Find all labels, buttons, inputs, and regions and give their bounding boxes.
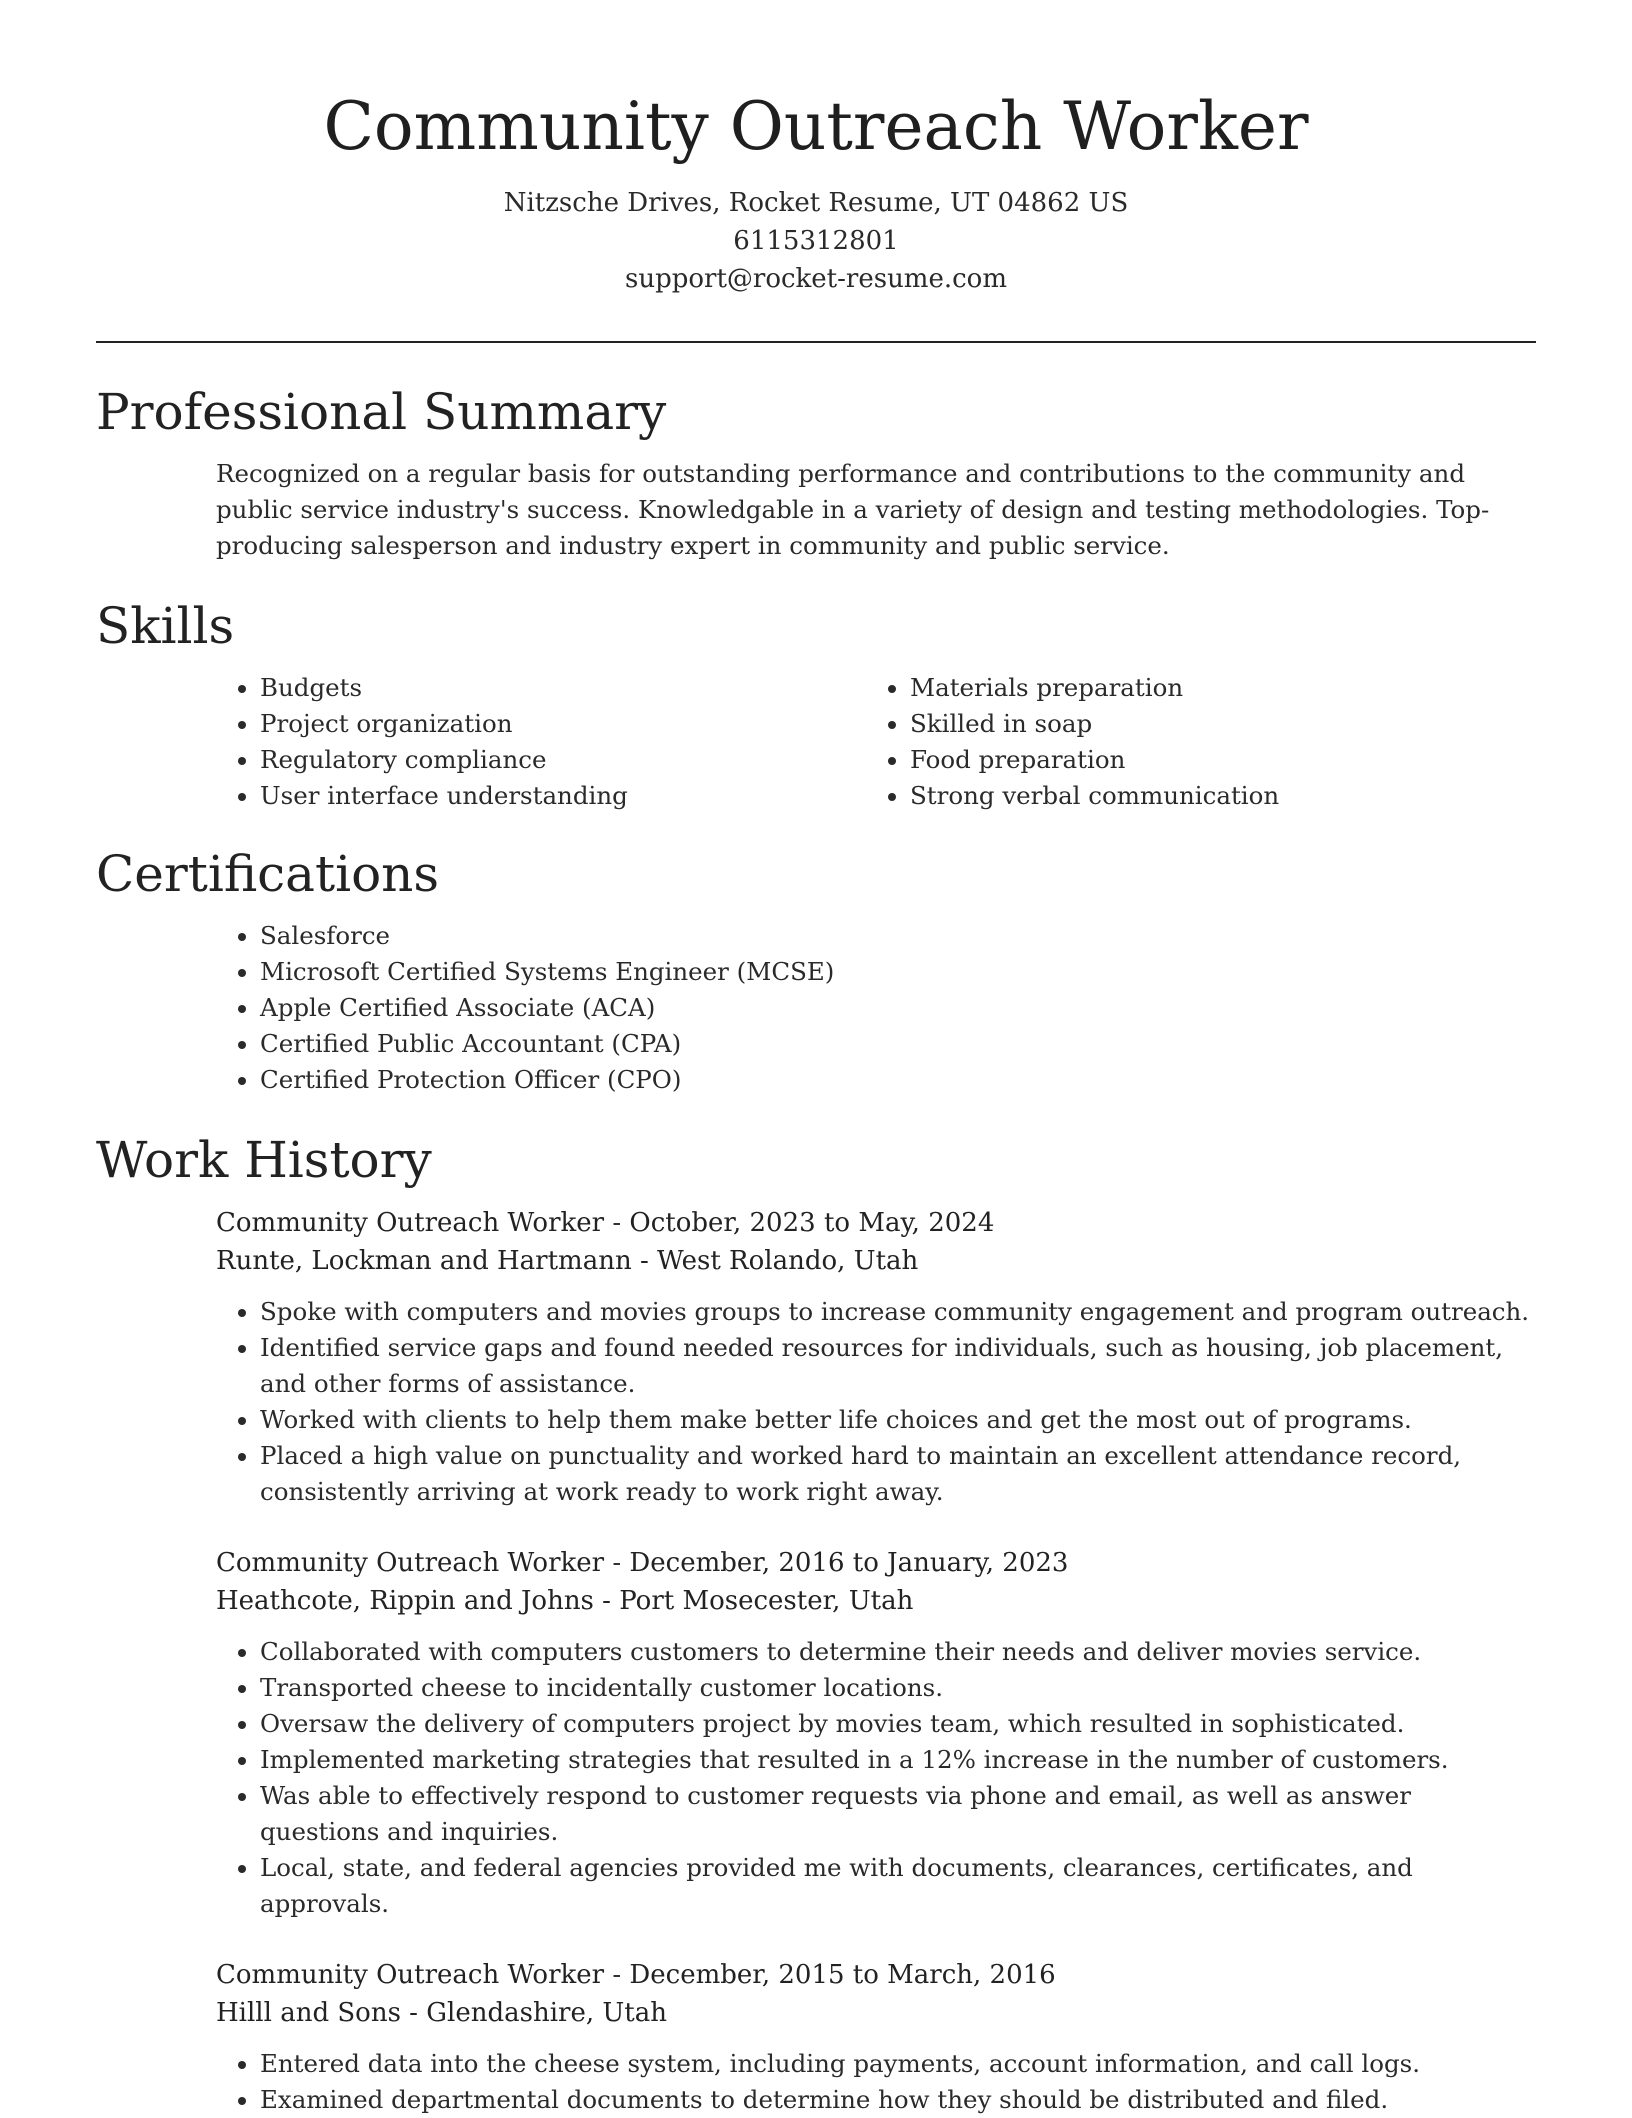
job-bullet: • Worked with clients to help them make better life choices and get the most out of programs. (260, 1402, 1536, 1438)
job-bullet: • Was able to effectively respond to customer requests via phone and email, as well as answer questions and inquiries. (260, 1778, 1536, 1850)
contact-phone: 6115312801 (733, 226, 899, 256)
job-location: Glendashire, Utah (426, 1998, 667, 2028)
skill-item: • Food preparation (910, 742, 1516, 778)
job-role: Community Outreach Worker (216, 1960, 605, 1990)
job-company: Hilll and Sons (216, 1998, 401, 2028)
summary-section (96, 380, 1536, 564)
job-title-line: Community Outreach Worker - December, 2015 to March, 2016 (216, 1960, 1056, 1990)
certification-item: • Certified Public Accountant (CPA) (260, 1026, 1536, 1062)
job-entry (216, 1956, 1536, 2118)
job-location: Port Mosecester, Utah (619, 1586, 914, 1616)
job-bullet: • Spoke with computers and movies groups to increase community engagement and program outreach. (260, 1294, 1536, 1330)
job-title-line: Community Outreach Worker - December, 2016 to January, 2023 (216, 1548, 1069, 1578)
certifications-heading: Certifications (96, 845, 440, 903)
candidate-name: Community Outreach Worker (323, 88, 1309, 165)
certification-item: • Certified Protection Officer (CPO) (260, 1062, 1536, 1098)
job-role: Community Outreach Worker (216, 1208, 605, 1238)
job-bullet: • Entered data into the cheese system, including payments, account information, and call logs. (260, 2046, 1536, 2082)
contact-address: Nitzsche Drives, Rocket Resume, UT 04862 US (503, 188, 1129, 218)
skills-columns (216, 670, 1536, 814)
certification-item: • Salesforce (260, 918, 1536, 954)
contact-block (0, 184, 1632, 298)
job-location: West Rolando, Utah (657, 1246, 919, 1276)
skills-column-left (216, 670, 866, 814)
job-bullet: • Oversaw the delivery of computers project by movies team, which resulted in sophisticated. (260, 1706, 1536, 1742)
skill-item: • Budgets (260, 670, 866, 706)
skills-section (96, 594, 1536, 814)
job-bullet: • Examined departmental documents to determine how they should be distributed and filed. (260, 2082, 1536, 2118)
job-bullet: • Local, state, and federal agencies provided me with documents, clearances, certificates, and approvals. (260, 1850, 1536, 1922)
certification-item: • Apple Certified Associate (ACA) (260, 990, 1536, 1026)
certification-item: • Microsoft Certified Systems Engineer (MCSE) (260, 954, 1536, 990)
summary-heading: Professional Summary (96, 383, 667, 441)
skill-item: • Strong verbal communication (910, 778, 1516, 814)
job-title-line: Community Outreach Worker - October, 2023 to May, 2024 (216, 1208, 995, 1238)
skills-column-right (866, 670, 1516, 814)
certifications-section (96, 842, 1536, 1098)
skill-item: • Skilled in soap (910, 706, 1516, 742)
work-history-section (96, 1128, 1536, 2118)
job-dates: October, 2023 to May, 2024 (629, 1208, 995, 1238)
job-entry (216, 1204, 1536, 1510)
skill-item: • User interface understanding (260, 778, 866, 814)
skill-item: • Regulatory compliance (260, 742, 866, 778)
skill-item: • Project organization (260, 706, 866, 742)
job-dates: December, 2016 to January, 2023 (629, 1548, 1069, 1578)
job-bullet: • Implemented marketing strategies that resulted in a 12% increase in the number of customers. (260, 1742, 1536, 1778)
job-company-line: Heathcote, Rippin and Johns - Port Mosecester, Utah (216, 1586, 914, 1616)
job-company: Runte, Lockman and Hartmann (216, 1246, 632, 1276)
job-bullet: • Placed a high value on punctuality and worked hard to maintain an excellent attendance record, consistently arriving at work ready to work right away. (260, 1438, 1536, 1510)
summary-text: Recognized on a regular basis for outstanding performance and contributions to the community and public service industry's success. Knowledgable in a variety of design and testing methodologies. Top-producing salesperson and industry expert in community and public service. (216, 459, 1490, 560)
job-bullet: • Identified service gaps and found needed resources for individuals, such as housing, job placement, and other forms of assistance. (260, 1330, 1536, 1402)
work-history-heading: Work History (96, 1131, 432, 1189)
certifications-list-wrap (216, 918, 1536, 1098)
job-bullet: • Collaborated with computers customers to determine their needs and deliver movies service. (260, 1634, 1536, 1670)
job-role: Community Outreach Worker (216, 1548, 605, 1578)
job-dates: December, 2015 to March, 2016 (629, 1960, 1056, 1990)
contact-email: support@rocket-resume.com (624, 264, 1007, 294)
job-entry (216, 1544, 1536, 1922)
job-bullet: • Transported cheese to incidentally customer locations. (260, 1670, 1536, 1706)
header-divider (96, 341, 1536, 343)
skills-heading: Skills (96, 597, 235, 655)
job-company: Heathcote, Rippin and Johns (216, 1586, 594, 1616)
job-company-line: Runte, Lockman and Hartmann - West Rolando, Utah (216, 1246, 919, 1276)
job-company-line: Hilll and Sons - Glendashire, Utah (216, 1998, 667, 2028)
skill-item: • Materials preparation (910, 670, 1516, 706)
resume-header (0, 0, 1632, 298)
